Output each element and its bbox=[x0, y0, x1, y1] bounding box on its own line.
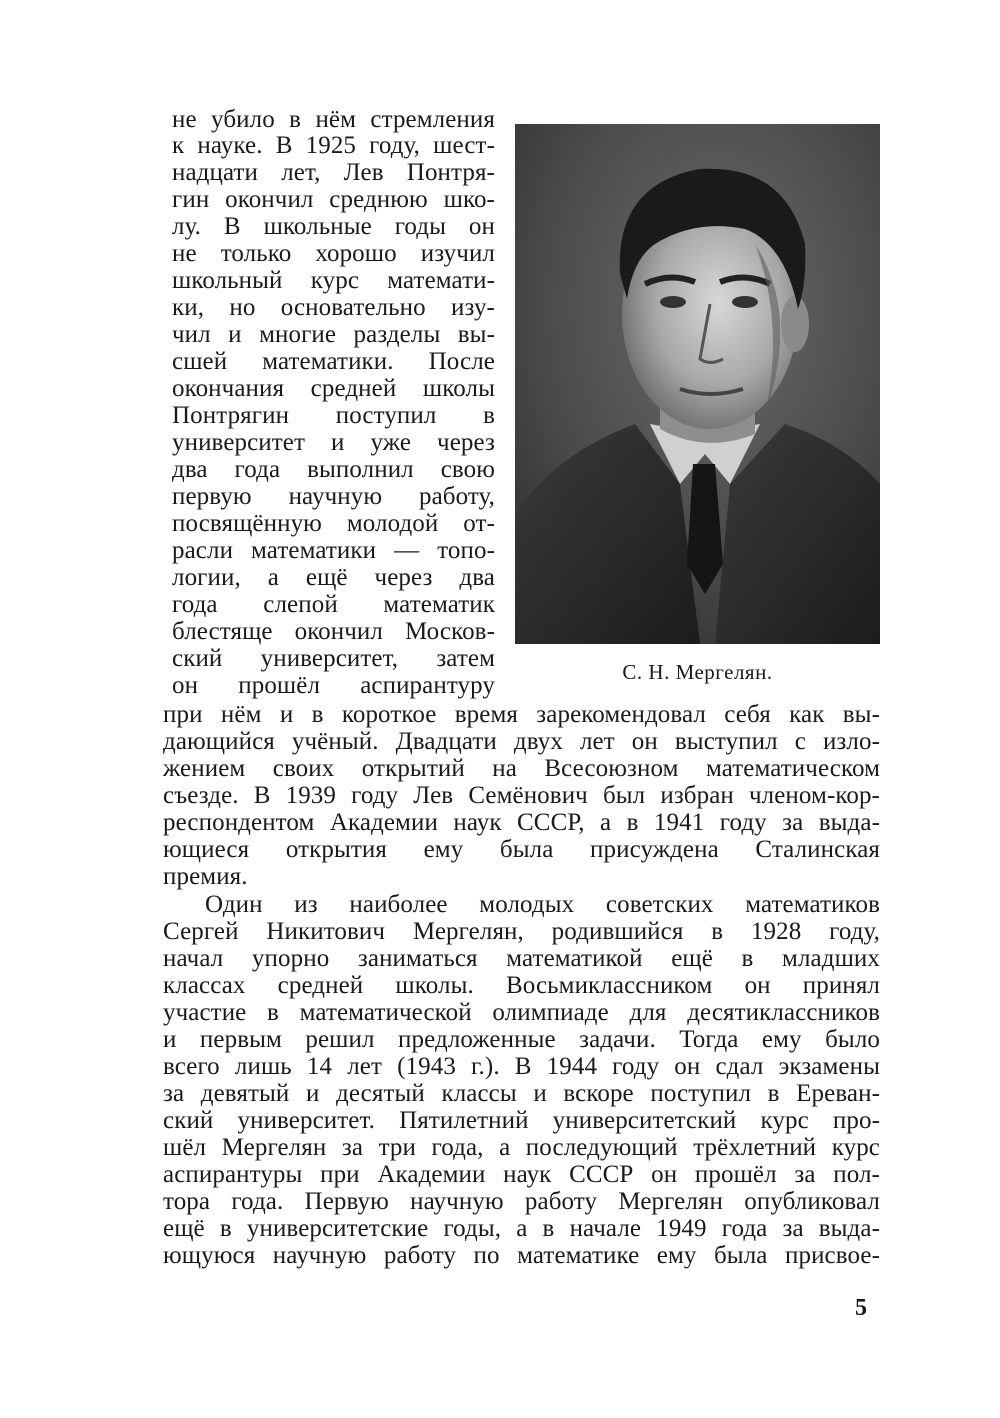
paragraph-first-line: Один из наиболее молодых советских математиков bbox=[205, 891, 880, 918]
text-line: за девятый и десятый классы и вскоре поступил в Ереван- bbox=[163, 1080, 880, 1107]
text-line: аспирантуры при Академии наук СССР он прошёл за пол- bbox=[163, 1161, 880, 1188]
text-line: ющиеся открытия ему была присуждена Сталинская bbox=[163, 836, 880, 863]
text-line: года слепой математик bbox=[172, 591, 495, 618]
text-line: ющуюся научную работу по математике ему была присвое- bbox=[163, 1242, 880, 1269]
text-line: ки, но основательно изу- bbox=[172, 294, 495, 321]
text-line: чил и многие разделы вы- bbox=[172, 321, 495, 348]
text-line: школьный курс математи- bbox=[172, 267, 495, 294]
text-line: начал упорно заниматься математикой ещё в младших bbox=[163, 945, 880, 972]
text-line: классах средней школы. Восьмиклассником он принял bbox=[163, 972, 880, 999]
text-line: Сергей Никитович Мергелян, родившийся в 1928 году, bbox=[163, 918, 880, 945]
text-line: жением своих открытий на Всесоюзном математическом bbox=[163, 755, 880, 782]
text-line: не убило в нём стремления bbox=[172, 106, 495, 133]
text-line: и первым решил предложенные задачи. Тогда ему было bbox=[163, 1026, 880, 1053]
text-line: к науке. В 1925 году, шест- bbox=[172, 132, 495, 159]
text-line: ский университет, затем bbox=[172, 645, 495, 672]
page-number: 5 bbox=[855, 1295, 867, 1321]
text-line: всего лишь 14 лет (1943 г.). В 1944 году он сдал экзамены bbox=[163, 1053, 880, 1080]
text-line: расли математики — топо- bbox=[172, 537, 495, 564]
text-line: не только хорошо изучил bbox=[172, 240, 495, 267]
text-line: ещё в университетские годы, а в начале 1949 года за выда- bbox=[163, 1215, 880, 1242]
text-line: шёл Мергелян за три года, а последующий трёхлетний курс bbox=[163, 1134, 880, 1161]
text-line: блестяще окончил Москов- bbox=[172, 618, 495, 645]
text-line: съезде. В 1939 году Лев Семёнович был избран членом-кор- bbox=[163, 782, 880, 809]
text-line: логии, а ещё через два bbox=[172, 564, 495, 591]
portrait-photo bbox=[515, 124, 880, 644]
text-line: окончания средней школы bbox=[172, 375, 495, 402]
text-line: университет и уже через bbox=[172, 429, 495, 456]
text-line: дающийся учёный. Двадцати двух лет он выступил с изло- bbox=[163, 728, 880, 755]
text-line: первую научную работу, bbox=[172, 483, 495, 510]
text-line: он прошёл аспирантуру bbox=[172, 672, 495, 699]
text-line: два года выполнил свою bbox=[172, 456, 495, 483]
photo-caption: С. Н. Мергелян. bbox=[622, 660, 773, 684]
text-line: посвящённую молодой от- bbox=[172, 510, 495, 537]
portrait-illustration bbox=[515, 124, 880, 644]
text-line: надцати лет, Лев Понтря- bbox=[172, 159, 495, 186]
text-line: тора года. Первую научную работу Мергелян опубликовал bbox=[163, 1188, 880, 1215]
text-line: премия. bbox=[163, 863, 248, 890]
text-line: сшей математики. После bbox=[172, 348, 495, 375]
text-line: Понтрягин поступил в bbox=[172, 402, 495, 429]
text-line: гин окончил среднюю шко- bbox=[172, 186, 495, 213]
text-line: при нём и в короткое время зарекомендовал себя как вы- bbox=[163, 701, 880, 728]
text-line: лу. В школьные годы он bbox=[172, 213, 495, 240]
text-line: ский университет. Пятилетний университетский курс про- bbox=[163, 1107, 880, 1134]
text-line: респондентом Академии наук СССР, а в 1941 году за выда- bbox=[163, 809, 880, 836]
text-line: участие в математической олимпиаде для десятиклассников bbox=[163, 999, 880, 1026]
